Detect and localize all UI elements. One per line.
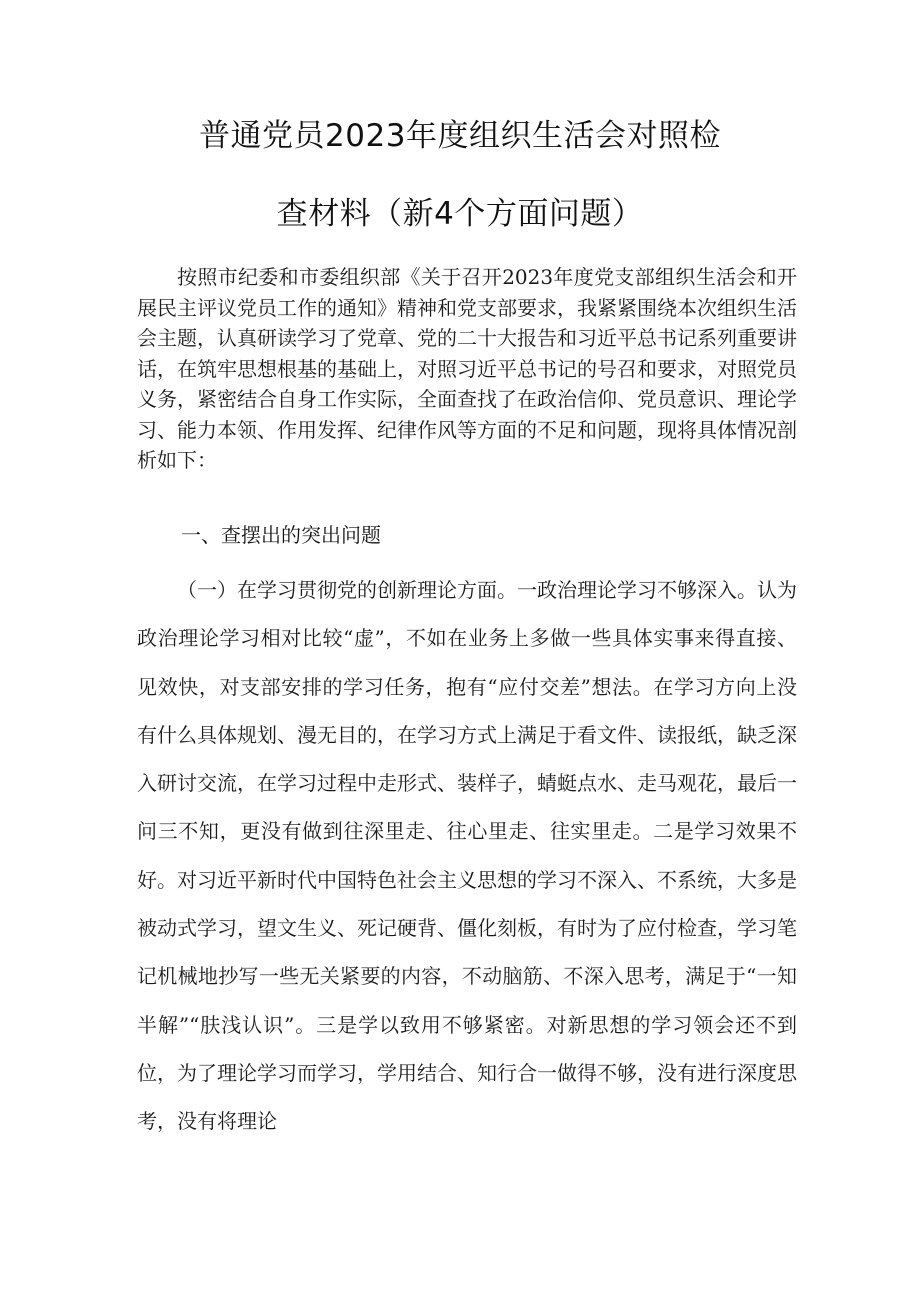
section-heading: 一、查摆出的突出问题 xyxy=(181,523,381,547)
document-title-line-2: 查材料（新4个方面问题） xyxy=(276,196,644,232)
section-paragraph: （一）在学习贯彻党的创新理论方面。一政治理论学习不够深入。认为政治理论学习相对比较“虚”，不如在业务上多做一些具体实事来得直接、见效快，对支部安排的学习任务，抱有“应付交差”想法。在学习方向上没有什么具体规划、漫无目的，在学习方式上满足于看文件、读报纸，缺乏深入研讨交流，在学习过程中走形式、装样子，蜻蜓点水、走马观花，最后一问三不知，更没有做到往深里走、往心里走、往实里走。二是学习效果不好。对习近平新时代中国特色社会主义思想的学习不深入、不系统，大多是被动式学习，望文生义、死记硬背、僵化刻板，有时为了应付检查，学习笔记机械地抄写一些无关紧要的内容，不动脑筋、不深入思考，满足于“一知半解”“肤浅认识”。三是学以致用不够紧密。对新思想的学习领会还不到位，为了理论学习而学习，学用结合、知行合一做得不够，没有进行深度思考，没有将理论 xyxy=(137,578,797,1134)
intro-paragraph: 按照市纪委和市委组织部《关于召开2023年度党支部组织生活会和开展民主评议党员工作的通知》精神和党支部要求，我紧紧围绕本次组织生活会主题，认真研读学习了党章、党的二十大报告和习近平总书记系列重要讲话，在筑牢思想根基的基础上，对照习近平总书记的号召和要求，对照党员义务，紧密结合自身工作实际，全面查找了在政治信仰、党员意识、理论学习、能力本领、作用发挥、纪律作风等方面的不足和问题，现将具体情况剖析如下： xyxy=(137,265,797,472)
document-title-line-1: 普通党员2023年度组织生活会对照检 xyxy=(199,118,721,154)
